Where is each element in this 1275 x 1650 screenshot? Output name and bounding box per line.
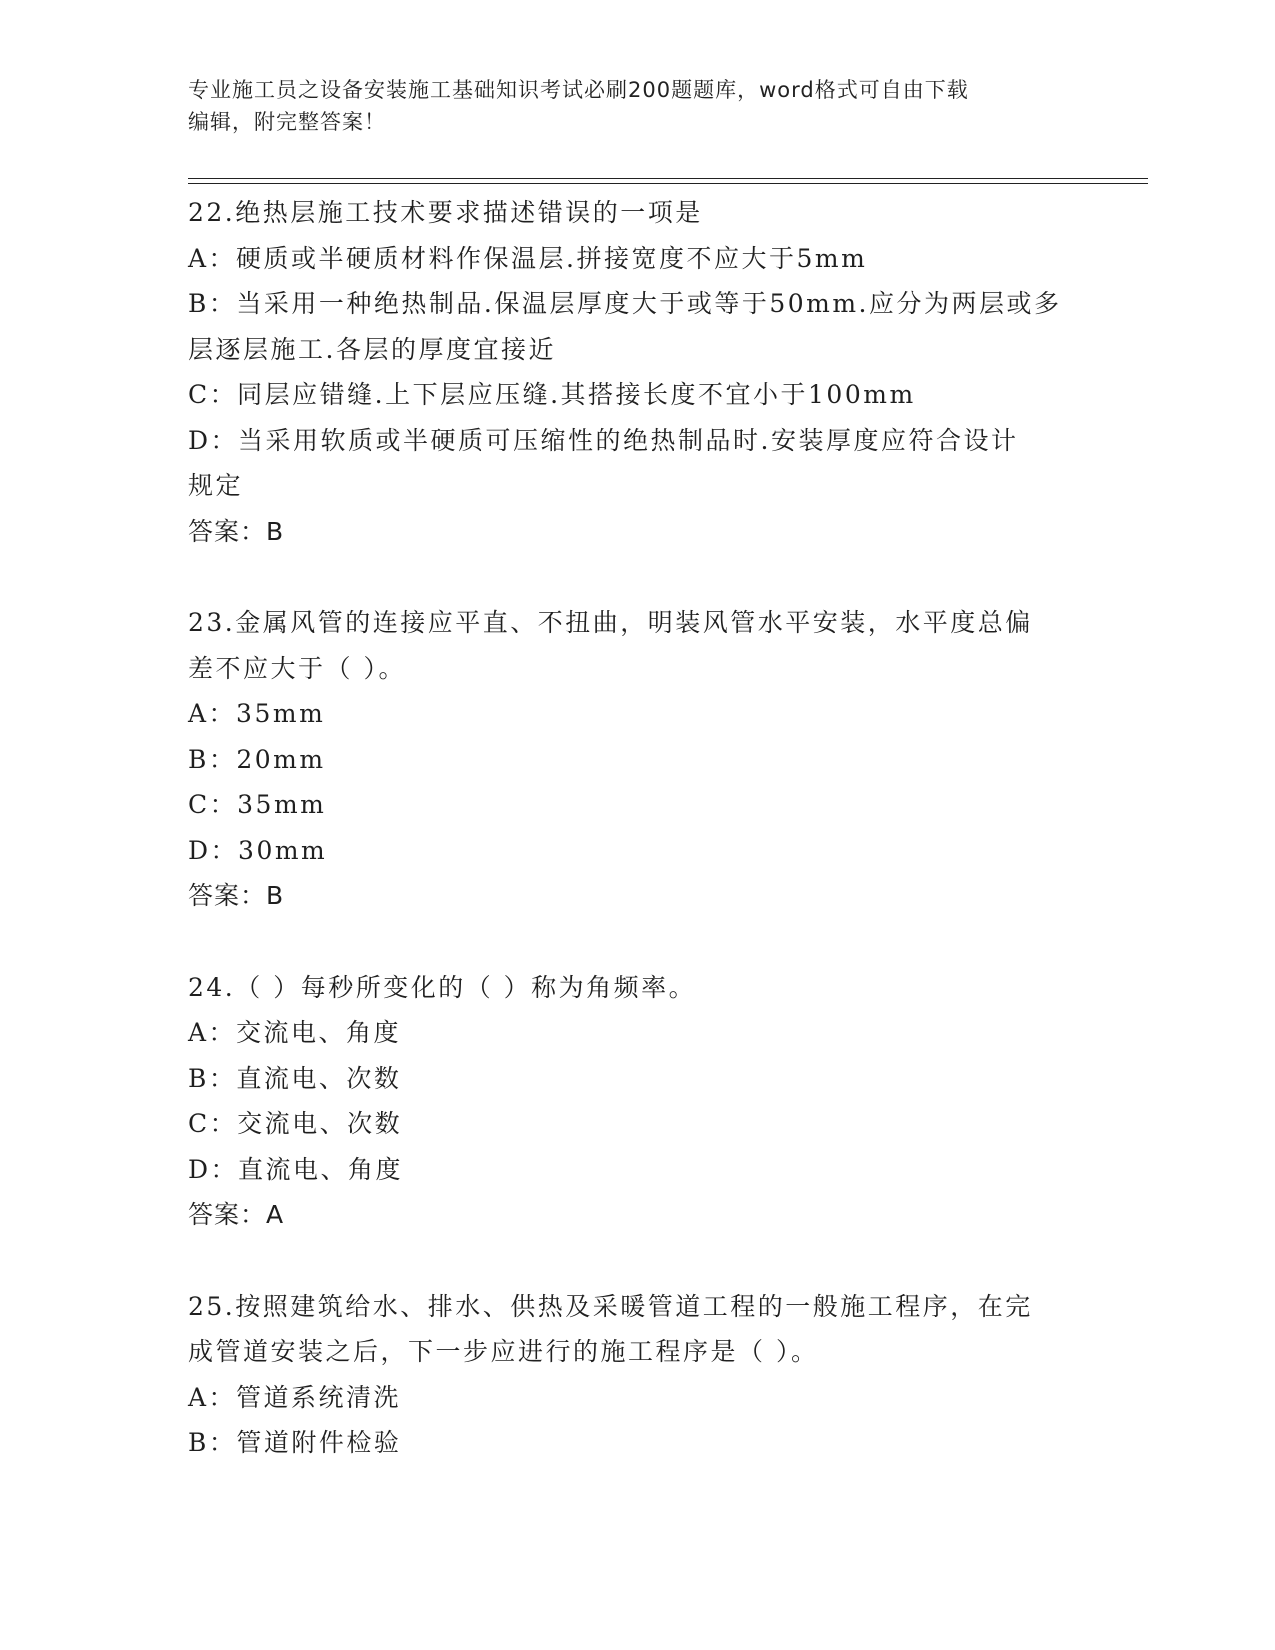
answer-option: [188, 418, 1088, 509]
option-text-line: D：直流电、角度: [188, 1154, 404, 1184]
question-block: [188, 190, 1088, 600]
answer-option: [188, 372, 1088, 418]
answer-option: [188, 828, 1088, 874]
question-stem-line: 23.金属风管的连接应平直、不扭曲，明装风管水平安装，水平度总偏: [188, 608, 1033, 637]
question-spacer: [188, 1238, 1088, 1284]
option-text-line: D：当采用软质或半硬质可压缩性的绝热制品时.安装厚度应符合设计: [188, 425, 1019, 455]
question-spacer: [188, 919, 1088, 965]
question-stem-line: 22.绝热层施工技术要求描述错误的一项是: [188, 198, 703, 227]
question-stem-line: 差不应大于（ ）。: [188, 653, 406, 683]
option-text-line: A：交流电、角度: [188, 1018, 402, 1047]
option-text-line: A：管道系统清洗: [188, 1382, 402, 1412]
option-text-line: A：35mm: [188, 699, 326, 728]
option-text-line: B：20mm: [188, 744, 326, 774]
answer-option: [188, 1010, 1088, 1056]
option-text-line: A：硬质或半硬质材料作保温层.拼接宽度不应大于5mm: [188, 243, 868, 273]
answer-key: 答案：B: [188, 516, 285, 546]
answer-option: [188, 1147, 1088, 1193]
answer-option: [188, 782, 1088, 828]
answer-option: [188, 1420, 1088, 1466]
header-divider-top: [188, 178, 1148, 179]
answer-option: [188, 1101, 1088, 1147]
option-text-line: B：管道附件检验: [188, 1428, 402, 1457]
question-stem-line: 25.按照建筑给水、排水、供热及采暖管道工程的一般施工程序，在完: [188, 1291, 1033, 1321]
header-divider-bottom: [188, 183, 1148, 184]
answer-option: [188, 1375, 1088, 1421]
option-text-line: D：30mm: [188, 835, 328, 865]
document-header: [188, 74, 1068, 138]
header-title-line-2: 编辑，附完整答案！: [188, 110, 386, 134]
question-spacer: [188, 554, 1088, 600]
answer-option: [188, 737, 1088, 783]
option-text-line: B：当采用一种绝热制品.保温层厚度大于或等于50mm.应分为两层或多: [188, 289, 1062, 318]
answer-option: [188, 281, 1088, 372]
question-stem-line: 24.（ ）每秒所变化的（ ）称为角频率。: [188, 972, 697, 1002]
option-text-line: B：直流电、次数: [188, 1063, 402, 1093]
header-title-line-1: 专业施工员之设备安装施工基础知识考试必刷200题题库，word格式可自由下载: [188, 78, 969, 102]
answer-key: 答案：A: [188, 1200, 285, 1229]
answer-option: [188, 691, 1088, 737]
question-block: [188, 965, 1088, 1284]
option-text-line: C：同层应错缝.上下层应压缝.其搭接长度不宜小于100mm: [188, 380, 916, 409]
question-block: [188, 600, 1088, 965]
answer-option: [188, 236, 1088, 282]
option-text-line: 层逐层施工.各层的厚度宜接近: [188, 334, 556, 364]
question-block: [188, 1284, 1088, 1466]
question-list: [188, 190, 1088, 1466]
option-text-line: 规定: [188, 471, 244, 500]
option-text-line: C：35mm: [188, 790, 327, 819]
question-stem-line: 成管道安装之后，下一步应进行的施工程序是（ ）。: [188, 1337, 819, 1366]
answer-key: 答案：B: [188, 881, 285, 910]
option-text-line: C：交流电、次数: [188, 1109, 403, 1138]
answer-option: [188, 1056, 1088, 1102]
